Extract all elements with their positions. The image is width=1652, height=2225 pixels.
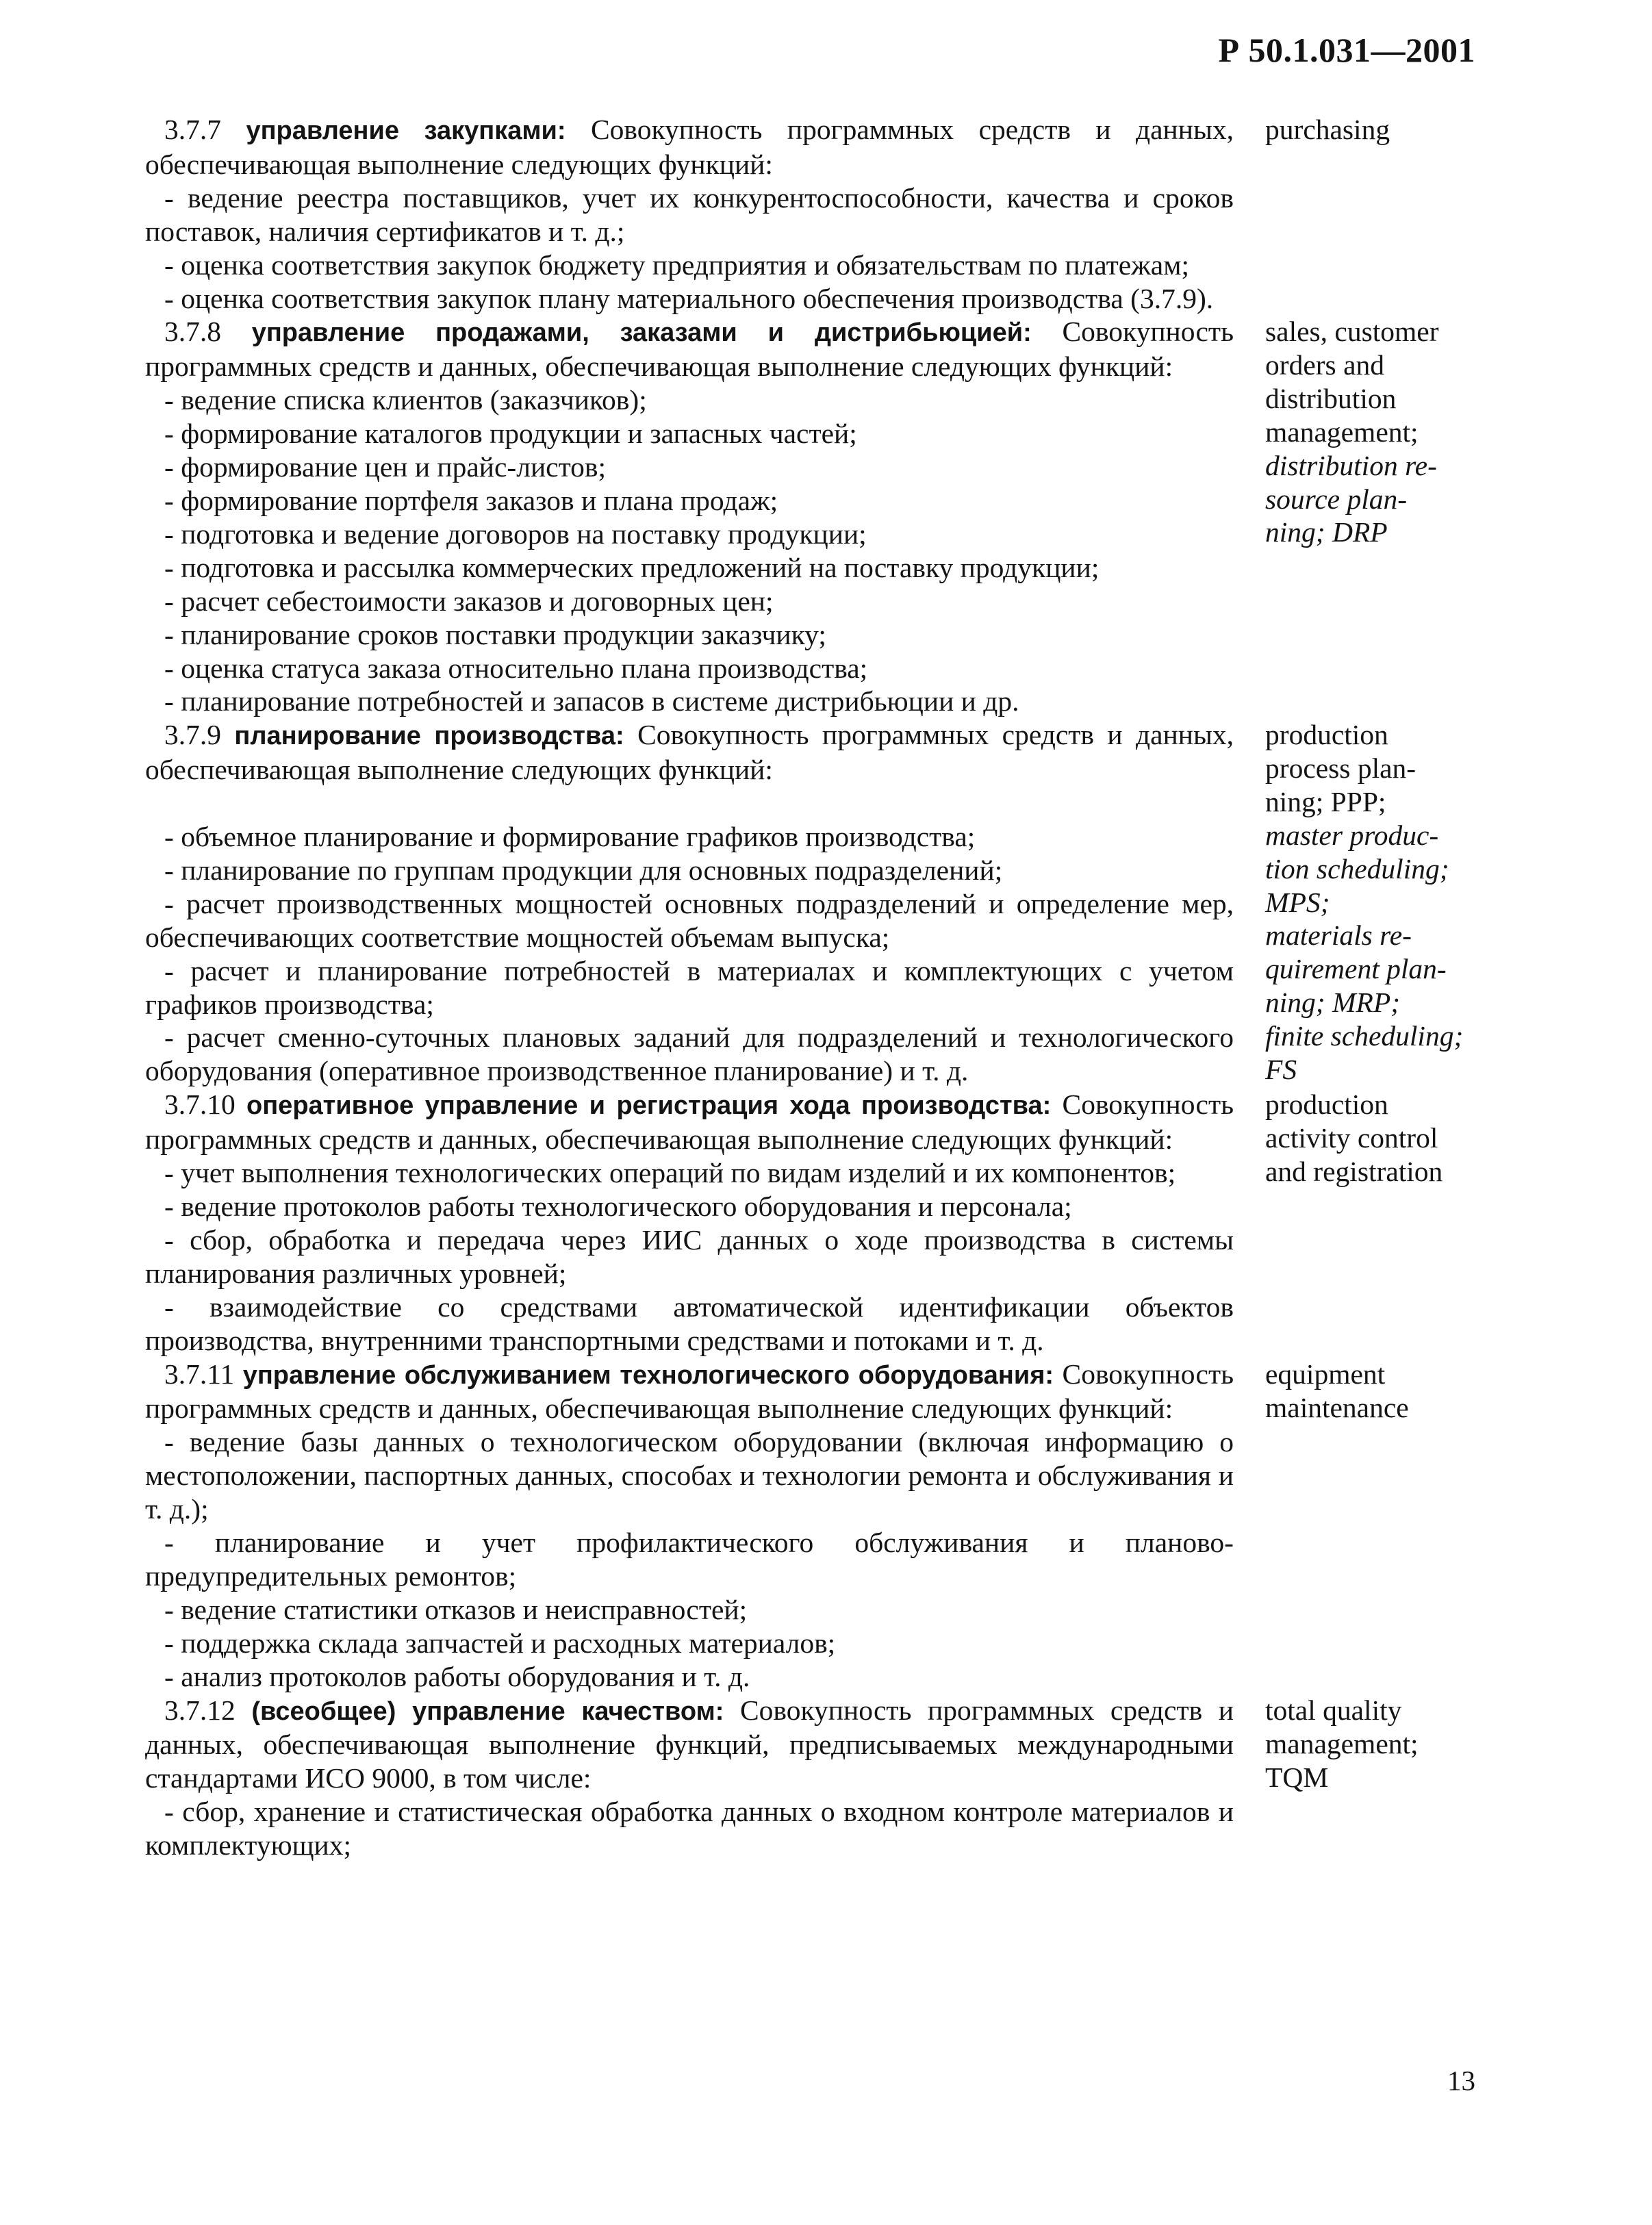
term-title: (всеобщее) управление качеством: [251, 1696, 724, 1726]
definition-section [145, 1358, 1234, 1694]
list-item: - ведение реестра поставщиков, учет их конкурентоспособности, качества и сроков поставок, наличия сертификатов и т. д.; [145, 181, 1234, 247]
english-term-line: management; [1265, 416, 1419, 448]
term-title: управление обслуживанием технологического оборудования: [242, 1360, 1054, 1390]
list-item: - расчет себестоимости заказов и договорных цен; [164, 585, 774, 617]
english-term-line: distribution re- [1265, 449, 1437, 481]
english-term-line: MPS; [1265, 886, 1330, 918]
english-term-line: activity control [1265, 1121, 1438, 1154]
list-item: - планирование по группам продукции для основных подразделений; [164, 854, 1003, 886]
english-term-line: production [1265, 719, 1388, 750]
list-item: - формирование каталогов продукции и запасных частей; [164, 418, 857, 450]
english-term-line: sales, customer [1265, 316, 1439, 347]
page-number: 13 [1447, 2065, 1475, 2096]
list-item: - объемное планирование и формирование графиков производства; [164, 821, 976, 853]
definition-text: Совокупность программных средств и данных, обеспечивающая выполнение следующих функций: [145, 719, 1234, 786]
definition-section [145, 113, 1234, 315]
section-number: 3.7.8 [164, 316, 252, 348]
english-term-line: tion scheduling; [1265, 852, 1449, 885]
body-column [145, 113, 1234, 1862]
english-term [1265, 1694, 1491, 1794]
english-term [1265, 315, 1491, 549]
english-term-line: finite scheduling; [1265, 1020, 1464, 1052]
list-item: - планирование потребностей и запасов в системе дистрибьюции и др. [164, 685, 1019, 717]
english-term-line: source plan- [1265, 483, 1408, 515]
definition-paragraph [145, 1694, 1234, 1796]
english-term-line: equipment [1265, 1358, 1386, 1390]
definition-text: Совокупность программных средств и данных, обеспечивающая выполнение следующих функций: [145, 316, 1234, 383]
list-item: - сбор, обработка и передача через ИИС данных о ходе производства в системы планирования различных уровней; [145, 1223, 1234, 1289]
english-term-line: quirement plan- [1265, 953, 1447, 985]
english-term-line: distribution [1265, 382, 1397, 414]
list-item: - расчет сменно-суточных плановых заданий для подразделений и технологического оборудования (оперативное производственное планирование) и т. д. [145, 1021, 1234, 1087]
list-item: - оценка статуса заказа относительно плана производства; [164, 652, 868, 684]
english-term-line: master produc- [1265, 819, 1439, 851]
english-term-line: and registration [1265, 1155, 1443, 1187]
definition-text: Совокупность программных средств и данных, обеспечивающая выполнение функций, предписываемых международными стандартами ИСО 9000, в том числе: [145, 1694, 1234, 1794]
list-item: - поддержка склада запчастей и расходных материалов; [164, 1627, 836, 1659]
definition-section [145, 718, 1234, 1088]
list-item: - формирование цен и прайс-листов; [164, 451, 607, 483]
english-term [1265, 1088, 1491, 1188]
list-item: - анализ протоколов работы оборудования и т. д. [164, 1660, 750, 1692]
section-number: 3.7.12 [164, 1694, 252, 1726]
list-item: - ведение протоколов работы технологического оборудования и персонала; [164, 1190, 1072, 1222]
term-title: управление продажами, заказами и дистрибьюцией: [251, 318, 1032, 348]
list-item: - планирование и учет профилактического обслуживания и планово-предупредительных ремонтов; [145, 1527, 1234, 1592]
english-term-line: process plan- [1265, 752, 1416, 784]
definition-section [145, 1694, 1234, 1863]
list-item: - подготовка и ведение договоров на поставку продукции; [164, 518, 867, 550]
list-item: - учет выполнения технологических операций по видам изделий и их компонентов; [164, 1157, 1176, 1189]
section-number: 3.7.9 [164, 719, 235, 751]
english-term [1265, 113, 1491, 147]
english-term-line: FS [1265, 1054, 1297, 1086]
definition-section [145, 315, 1234, 718]
english-term [1265, 1358, 1491, 1425]
definition-paragraph [145, 718, 1234, 787]
english-term-line: production [1265, 1089, 1388, 1120]
list-item: - ведение статистики отказов и неисправностей; [164, 1593, 748, 1625]
english-term-line: materials re- [1265, 919, 1412, 952]
term-title: управление закупками: [246, 116, 566, 145]
definition-paragraph [145, 1088, 1234, 1156]
list-item: - подготовка и рассылка коммерческих предложений на поставку продукции; [164, 551, 1100, 583]
english-term-line: purchasing [1265, 114, 1390, 145]
list-item: - оценка соответствия закупок бюджету предприятия и обязательствам по платежам; [164, 249, 1190, 281]
list-item: - взаимодействие со средствами автоматической идентификации объектов производства, внутренними транспортными средствами и потоками и т. д. [145, 1290, 1234, 1356]
definition-paragraph [145, 315, 1234, 383]
section-number: 3.7.7 [164, 114, 246, 145]
list-item: - формирование портфеля заказов и плана продаж; [164, 484, 778, 516]
list-item: - ведение списка клиентов (заказчиков); [164, 384, 647, 416]
english-term-line: ning; DRP [1265, 516, 1388, 548]
term-title: планирование производства: [234, 722, 624, 751]
definition-paragraph [145, 1358, 1234, 1426]
english-term [1265, 718, 1491, 1086]
list-item: - планирование сроков поставки продукции заказчику; [164, 618, 826, 650]
term-title: оперативное управление и регистрация хода производства: [246, 1091, 1052, 1121]
english-term-line: TQM [1265, 1761, 1329, 1793]
definition-text: Совокупность программных средств и данных, обеспечивающая выполнение следующих функций: [145, 1358, 1234, 1425]
english-term-line: ning; PPP; [1265, 785, 1386, 817]
definition-section [145, 1088, 1234, 1357]
list-item: - оценка соответствия закупок плану материального обеспечения производства (3.7.9). [164, 282, 1214, 314]
definition-paragraph [145, 113, 1234, 181]
definition-text: Совокупность программных средств и данных, обеспечивающая выполнение следующих функций: [145, 1089, 1234, 1156]
definition-text: Совокупность программных средств и данных, обеспечивающая выполнение следующих функций: [145, 114, 1234, 180]
section-number: 3.7.10 [164, 1089, 247, 1121]
english-term-line: orders and [1265, 348, 1385, 381]
section-number: 3.7.11 [164, 1358, 243, 1390]
english-term-line: total quality [1265, 1694, 1402, 1726]
list-item: - сбор, хранение и статистическая обработка данных о входном контроле материалов и комплектующих; [145, 1796, 1234, 1861]
document-code-header: Р 50.1.031—2001 [1218, 31, 1475, 69]
english-term-line: maintenance [1265, 1391, 1409, 1423]
list-item: - ведение базы данных о технологическом оборудовании (включая информацию о местоположении, паспортных данных, способах и технологии ремонта и обслуживания и т. д.); [145, 1426, 1234, 1525]
list-item: - расчет производственных мощностей основных подразделений и определение мер, обеспечивающих соответствие мощностей объемам выпуска; [145, 887, 1234, 953]
blank-line [145, 787, 1234, 820]
english-term-line: ning; MRP; [1265, 987, 1401, 1019]
list-item: - расчет и планирование потребностей в материалах и комплектующих с учетом графиков производства; [145, 954, 1234, 1020]
english-term-line: management; [1265, 1727, 1419, 1759]
